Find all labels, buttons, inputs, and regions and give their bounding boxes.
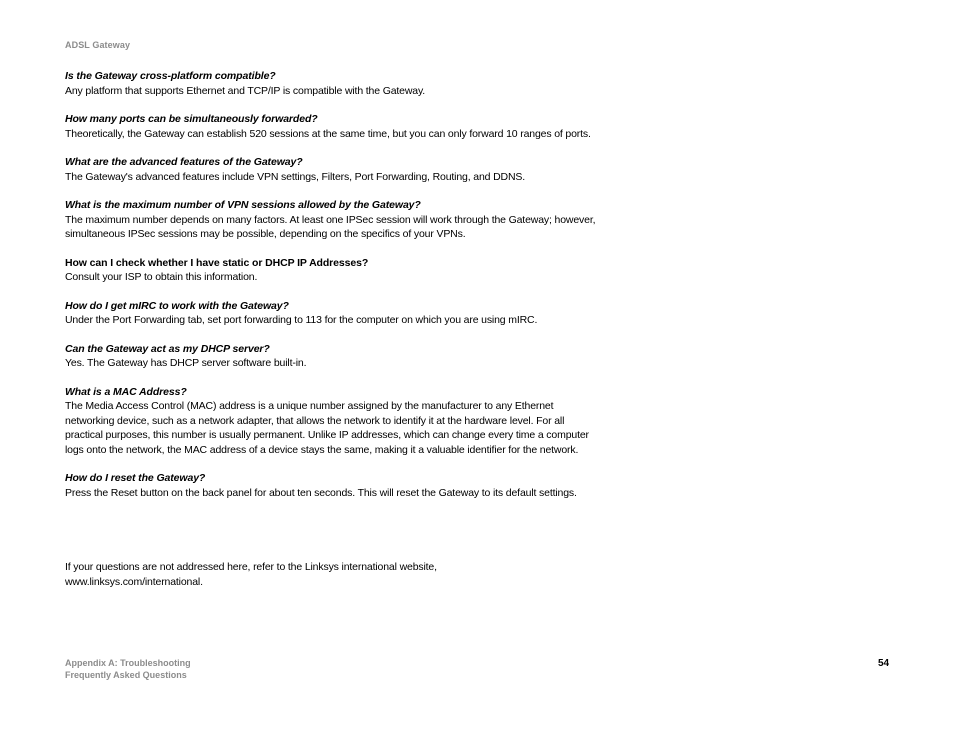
closing-note [65, 560, 600, 589]
page-footer [65, 657, 191, 681]
faq-question: How do I reset the Gateway? [65, 472, 206, 484]
faq-question: How many ports can be simultaneously forwarded? [65, 113, 318, 125]
running-header: ADSL Gateway [65, 40, 131, 50]
faq-answer: Press the Reset button on the back panel for about ten seconds. This will reset the Gateway to its default settings. [65, 486, 577, 499]
faq-answer: Yes. The Gateway has DHCP server software built-in. [65, 357, 307, 369]
faq-item [65, 299, 600, 328]
faq-item [65, 471, 600, 500]
faq-item [65, 69, 600, 98]
faq-item [65, 112, 600, 141]
faq-question: What is the maximum number of VPN sessions allowed by the Gateway? [65, 199, 421, 211]
website-link: www.linksys.com/international. [65, 575, 203, 588]
faq-item [65, 155, 600, 184]
faq-item [65, 385, 600, 458]
footer-chapter: Appendix A: Troubleshooting [65, 658, 191, 668]
closing-text: If your questions are not addressed here, refer to the Linksys international website, [65, 561, 437, 573]
faq-item [65, 256, 600, 285]
faq-answer: Any platform that supports Ethernet and TCP/IP is compatible with the Gateway. [65, 84, 426, 97]
faq-list [65, 69, 600, 514]
faq-question: How can I check whether I have static or DHCP IP Addresses? [65, 256, 369, 269]
page-number: 54 [878, 658, 890, 669]
faq-question: How do I get mIRC to work with the Gateway? [65, 299, 289, 312]
faq-answer: The Media Access Control (MAC) address is a unique number assigned by the manufacturer to any Ethernet networking device, such as a network adapter, that allows the network to identify it at the hardware level. For all practical purposes, this number is usually permanent. Unlike IP addresses, which can change every time a computer logs onto the network, the MAC address of a device stays the same, making it a valuable identifier for the network. [65, 400, 589, 456]
faq-question: What is a MAC Address? [65, 385, 187, 398]
faq-answer: The Gateway's advanced features include VPN settings, Filters, Port Forwarding, Routing, and DDNS. [65, 170, 526, 183]
faq-answer: Under the Port Forwarding tab, set port forwarding to 113 for the computer on which you are using mIRC. [65, 314, 538, 326]
faq-item [65, 198, 600, 242]
footer-section: Frequently Asked Questions [65, 670, 187, 680]
faq-answer: Consult your ISP to obtain this information. [65, 271, 258, 283]
faq-answer: The maximum number depends on many factors. At least one IPSec session will work through the Gateway; however, simultaneous IPSec sessions may be possible, depending on the specifics of your VPNs. [65, 213, 596, 240]
faq-question: Can the Gateway act as my DHCP server? [65, 342, 270, 355]
faq-item [65, 342, 600, 371]
faq-answer: Theoretically, the Gateway can establish 520 sessions at the same time, but you can only forward 10 ranges of ports. [65, 127, 591, 140]
faq-question: What are the advanced features of the Gateway? [65, 156, 303, 168]
faq-question: Is the Gateway cross-platform compatible? [65, 70, 276, 82]
